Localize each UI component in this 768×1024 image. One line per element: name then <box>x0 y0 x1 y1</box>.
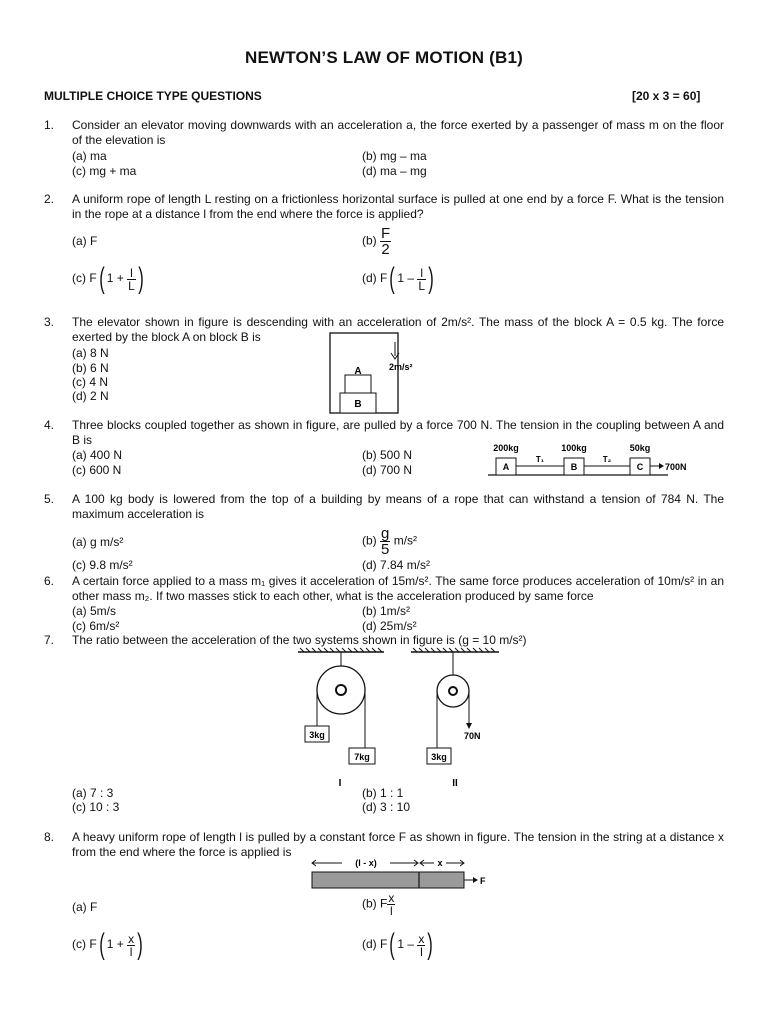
option-b: (b) mg – ma <box>362 149 427 163</box>
fraction <box>387 892 395 917</box>
option-c: (c) 6m/s² <box>72 619 120 633</box>
block-b-label: B <box>354 399 362 410</box>
expr-operator: + <box>116 271 124 286</box>
option-c: (c) 600 N <box>72 463 122 477</box>
option-b: (b) 1m/s² <box>362 604 410 618</box>
option-a: (a) 400 N <box>72 448 123 462</box>
option-c <box>72 264 146 294</box>
fraction <box>127 933 135 958</box>
left-paren: ( <box>98 262 105 295</box>
left-paren: ( <box>389 262 396 295</box>
option-d: (d) ma – mg <box>362 164 427 178</box>
mass-7kg-label: 7kg <box>354 752 370 762</box>
fraction <box>417 933 425 958</box>
option-b: (b) 1 : 1 <box>362 786 404 800</box>
option-a: (a) g m/s² <box>72 535 124 549</box>
option-c-label: (c) <box>72 937 86 952</box>
force-arrow-head <box>466 723 472 729</box>
force-arrow-head <box>659 463 664 469</box>
option-b-label: (b) <box>362 233 377 248</box>
option-a: (a) 8 N <box>72 346 109 360</box>
fraction <box>380 526 390 557</box>
dim-left-label: (l - x) <box>355 858 377 868</box>
right-paren: ) <box>138 262 144 295</box>
expr-lead: F <box>89 271 97 286</box>
option-a: (a) F <box>72 234 98 248</box>
force-label: 700N <box>665 462 687 472</box>
question-number: 8. <box>44 830 55 844</box>
expr-one: 1 <box>397 937 405 952</box>
fraction-numerator: g <box>381 525 390 542</box>
option-d: (d) 25m/s² <box>362 619 417 633</box>
question-number: 1. <box>44 118 55 132</box>
mass-3kg-label-2: 3kg <box>431 752 447 762</box>
block-b-label: B <box>570 462 578 472</box>
expr-one: 1 <box>106 271 114 286</box>
three-blocks-figure <box>488 440 693 478</box>
right-paren: ) <box>427 928 434 961</box>
fraction-numerator: l <box>417 267 426 280</box>
dim-right-label: x <box>437 858 443 868</box>
section-marks: [20 x 3 = 60] <box>632 89 701 103</box>
section-label: MULTIPLE CHOICE TYPE QUESTIONS <box>44 89 262 103</box>
question-number: 3. <box>44 315 55 329</box>
mass-label-a: 200kg <box>493 443 519 453</box>
fraction-denominator: L <box>418 278 426 293</box>
fraction-denominator: L <box>128 278 135 293</box>
option-d <box>362 930 435 960</box>
option-a: (a) F <box>72 900 98 914</box>
block-a-label: A <box>354 366 362 377</box>
question-number: 7. <box>44 633 55 647</box>
question-number: 2. <box>44 192 55 206</box>
expr-operator: – <box>407 271 415 286</box>
question-text: The ratio between the acceleration of the two systems shown in figure is (g = 10 m/s²) <box>72 633 527 647</box>
fraction <box>380 226 391 257</box>
question-text: A heavy uniform rope of length l is pulled by a constant force F as shown in figure. The tension in the string at a distance x from the end where the force is applied is <box>72 830 724 859</box>
option-c: (c) 10 : 3 <box>72 800 120 814</box>
accel-label: 2m/s² <box>389 362 413 372</box>
force-label: F <box>480 876 486 886</box>
fraction-numerator: x <box>128 931 135 946</box>
expr-lead: F <box>380 937 388 952</box>
option-b <box>362 226 391 257</box>
force-label: 70N <box>464 731 481 741</box>
fraction-denominator: l <box>420 944 423 959</box>
force-arrow-head <box>473 877 478 883</box>
option-c <box>72 930 145 960</box>
mass-3kg-label: 3kg <box>309 730 325 740</box>
fraction <box>417 267 426 292</box>
option-c: (c) 4 N <box>72 375 108 389</box>
block-c-label: C <box>636 462 644 472</box>
block-a-label: A <box>502 462 510 472</box>
option-b: (b) 500 N <box>362 448 413 462</box>
expr-one: 1 <box>397 271 405 286</box>
option-d: (d) 3 : 10 <box>362 800 411 814</box>
option-d: (d) 7.84 m/s² <box>362 558 431 572</box>
option-b-label: (b) <box>362 896 377 911</box>
fraction-numerator: x <box>388 891 395 905</box>
fraction-denominator: 2 <box>381 241 390 258</box>
question-text: A certain force applied to a mass m₁ gives it acceleration of 15m/s². The same force produces acceleration of 10m/s² in an other mass m₂. If two masses stick to each other, what is the acceleration produced by same force <box>72 574 724 603</box>
page-title: NEWTON’S LAW OF MOTION (B1) <box>244 48 523 67</box>
pulley-systems-figure <box>296 646 506 791</box>
fraction-denominator: l <box>129 944 133 959</box>
option-b-label: (b) <box>362 533 377 548</box>
fraction <box>127 267 136 292</box>
mass-label-c: 50kg <box>629 443 651 453</box>
expr-operator: – <box>407 937 415 952</box>
fraction-numerator: F <box>381 225 391 242</box>
option-c: (c) mg + ma <box>72 164 137 178</box>
question-number: 6. <box>44 574 55 588</box>
mass-label-b: 100kg <box>561 443 587 453</box>
system-label-1: I <box>338 778 342 789</box>
option-a: (a) 5m/s <box>72 604 117 618</box>
expr-operator: + <box>116 937 124 952</box>
option-d-label: (d) <box>362 271 377 286</box>
block-a-rect <box>345 375 371 393</box>
t2-label: T₂ <box>602 455 612 464</box>
question-text: The elevator shown in figure is descending with an acceleration of 2m/s². The mass of the block A = 0.5 kg. The force exerted by the block A on block B is <box>72 315 724 344</box>
left-paren: ( <box>98 928 105 961</box>
question-text: Three blocks coupled together as shown in figure, are pulled by a force 700 N. The tension in the coupling between A and B is <box>72 418 724 447</box>
option-d: (d) 2 N <box>72 389 109 403</box>
option-d <box>362 264 436 294</box>
fraction-denominator: l <box>390 904 393 918</box>
question-text: A 100 kg body is lowered from the top of a building by means of a rope that can withstand a tension of 784 N. The maximum acceleration is <box>72 492 724 521</box>
question-text: A uniform rope of length L resting on a frictionless horizontal surface is pulled at one end by a force F. What is the tension in the rope at a distance l from the end where the force is applied? <box>72 192 724 221</box>
option-a: (a) 7 : 3 <box>72 786 114 800</box>
pulley-axle-2 <box>449 687 457 695</box>
option-c: (c) 9.8 m/s² <box>72 558 133 572</box>
left-paren: ( <box>389 928 396 961</box>
right-paren: ) <box>428 262 434 295</box>
rope-bar <box>312 872 464 888</box>
option-d: (d) 700 N <box>362 463 413 477</box>
expr-lead: F <box>380 271 388 286</box>
option-b <box>362 892 395 917</box>
unit-label: m/s² <box>393 533 418 548</box>
system-label-2: II <box>452 778 458 789</box>
t1-label: T₁ <box>535 455 545 464</box>
option-c-label: (c) <box>72 271 86 286</box>
question-number: 5. <box>44 492 55 506</box>
option-b <box>362 526 417 557</box>
question-text: Consider an elevator moving downwards with an acceleration a, the force exerted by a passenger of mass m on the floor of the elevation is <box>72 118 724 147</box>
option-d-label: (d) <box>362 937 377 952</box>
option-a: (a) ma <box>72 149 107 163</box>
fraction-denominator: 5 <box>381 541 390 558</box>
right-paren: ) <box>137 928 143 961</box>
expr-one: 1 <box>106 937 114 952</box>
expr-lead: F <box>380 896 388 911</box>
expr-lead: F <box>89 937 97 952</box>
pulley-axle-1 <box>336 685 346 695</box>
fraction-numerator: x <box>418 931 425 946</box>
option-b: (b) 6 N <box>72 361 109 375</box>
fraction-numerator: l <box>127 267 136 280</box>
rope-figure <box>308 856 493 892</box>
elevator-figure <box>318 330 428 415</box>
question-number: 4. <box>44 418 55 432</box>
